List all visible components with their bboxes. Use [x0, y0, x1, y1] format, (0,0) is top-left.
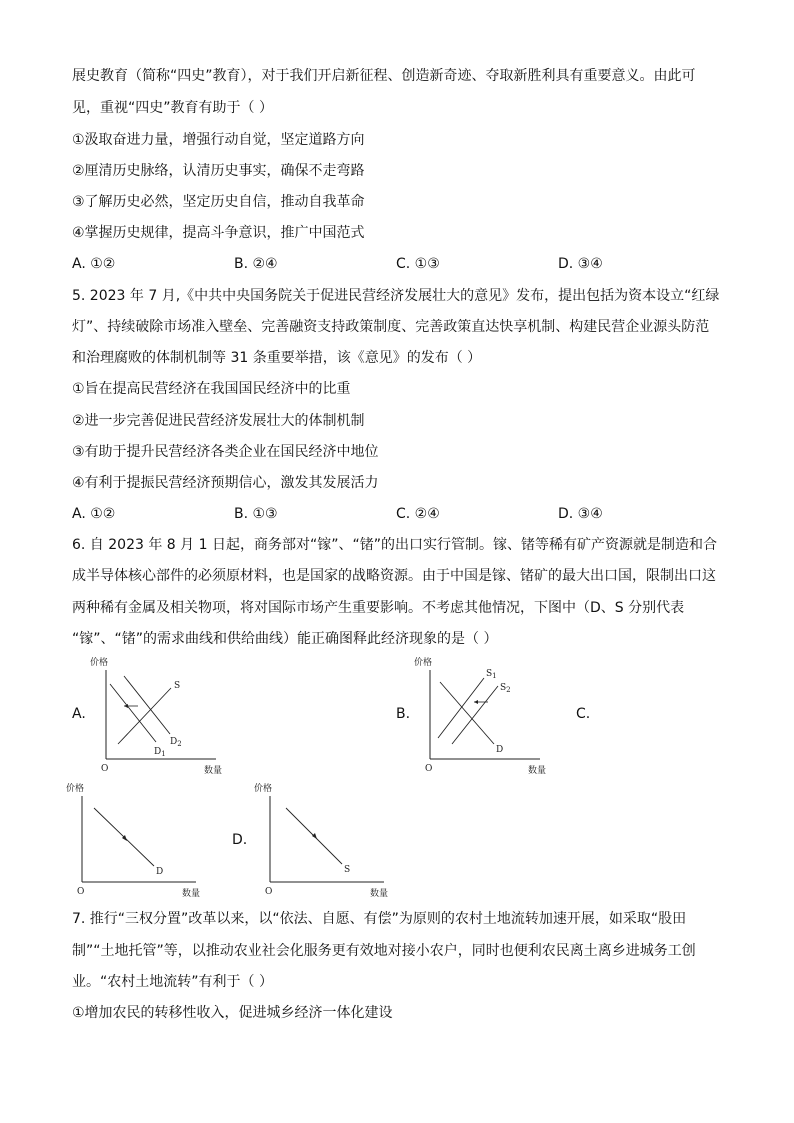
graph-b-arrow-head [474, 700, 478, 704]
q7-item-1: ①增加农民的转移性收入，促进城乡经济一体化建设 [72, 1005, 393, 1021]
graph-d-quantity-label: 数量 [370, 889, 389, 899]
q4-option-c: C. ①③ [396, 256, 440, 272]
q5-stem-line-2: 灯”、持续破除市场准入壁垒、完善融资支持政策制度、完善政策直达快享机制、构建民营企业源头防范 [72, 319, 710, 335]
q6-option-b-letter: B. [396, 706, 411, 722]
q7-stem-line-2: 制”“土地托管”等，以推动农业社会化服务更有效地对接小农户，同时也便利农民离土离乡进城务工创 [72, 943, 696, 959]
q6-stem-line-3: 两种稀有金属及相关物项，将对国际市场产生重要影响。不考虑其他情况，下图中（D、S 分别代表 [72, 600, 685, 616]
q6-stem-line-4: “镓”、“锗”的需求曲线和供给曲线）能正确图释此经济现象的是（ ） [72, 631, 498, 647]
q5-item-2: ②进一步完善促进民营经济发展壮大的体制机制 [72, 413, 365, 429]
graph-d-origin: O [265, 887, 273, 897]
q7-stem-line-1: 7. 推行“三权分置”改革以来，以“依法、自愿、有偿”为原则的农村土地流转加速开展，如采取“股田 [72, 911, 687, 927]
graph-a-d2-label: $D_2$ [170, 737, 182, 748]
q4-item-4: ④掌握历史规律，提高斗争意识，推广中国范式 [72, 225, 365, 241]
q7-stem-line-3: 业。“农村土地流转”有利于（ ） [72, 974, 273, 990]
q4-option-a: A. ①② [72, 256, 116, 272]
q4-option-d: D. ③④ [558, 256, 603, 272]
graph-b-price-label: 价格 [414, 658, 433, 668]
graph-a-d1-label: $D_1$ [154, 747, 166, 758]
q6-option-c-letter: C. [576, 706, 591, 722]
q5-option-a: A. ①② [72, 506, 116, 522]
graph-a-demand-d2 [124, 676, 170, 734]
graph-b-supply-s2 [452, 686, 498, 744]
q5-item-1: ①旨在提高民营经济在我国国民经济中的比重 [72, 381, 351, 397]
q4-stem-line-1: 展史教育（简称“四史”教育），对于我们开启新征程、创造新奇迹、夺取新胜利具有重要意义。由此可 [72, 68, 696, 84]
q5-stem-line-3: 和治理腐败的体制机制等 31 条重要举措，该《意见》的发布（ ） [72, 350, 482, 366]
q4-item-2: ②厘清历史脉络，认清历史事实，确保不走弯路 [72, 163, 365, 179]
graph-a [86, 654, 236, 779]
q5-item-3: ③有助于提升民营经济各类企业在国民经济中地位 [72, 444, 379, 460]
q5-stem-line-1: 5. 2023 年 7 月,《中共中央国务院关于促进民营经济发展壮大的意见》发布，提出包括为资本设立“红绿 [72, 288, 720, 304]
graph-d [250, 778, 400, 903]
graph-c-d-label: D [156, 867, 164, 877]
graph-b-demand-curve [440, 682, 494, 744]
q4-option-b: B. ②④ [234, 256, 278, 272]
graph-a-s-label: S [174, 681, 181, 691]
graph-a-demand-d1 [110, 684, 156, 742]
q6-stem-line-1: 6. 自 2023 年 8 月 1 日起，商务部对“镓”、“锗”的出口实行管制。镓、锗等稀有矿产资源就是制造和合 [72, 537, 717, 553]
graph-d-arrow-head [312, 833, 317, 839]
q6-option-d-letter: D. [232, 832, 248, 848]
graph-c [62, 778, 212, 903]
graph-c-quantity-label: 数量 [182, 889, 201, 899]
graph-a-price-label: 价格 [90, 658, 109, 668]
q4-stem-line-2: 见，重视“四史”教育有助于（ ） [72, 100, 273, 116]
graph-d-price-label: 价格 [254, 784, 273, 794]
graph-b-s1-label: $S_1$ [486, 669, 497, 680]
graph-c-origin: O [77, 887, 85, 897]
graph-a-quantity-label: 数量 [204, 766, 223, 776]
graph-c-price-label: 价格 [66, 784, 85, 794]
graph-b [410, 654, 560, 779]
q5-option-b: B. ①③ [234, 506, 278, 522]
q4-item-1: ①汲取奋进力量，增强行动自觉，坚定道路方向 [72, 132, 365, 148]
q6-stem-line-2: 成半导体核心部件的必须原材料，也是国家的战略资源。由于中国是镓、锗矿的最大出口国，限制出口这 [72, 568, 716, 584]
graph-a-supply-curve [118, 688, 171, 744]
q5-option-c: C. ②④ [396, 506, 440, 522]
graph-d-s-label: S [344, 865, 351, 875]
graph-b-d-label: D [496, 745, 504, 755]
graph-a-origin: O [101, 764, 109, 774]
graph-b-quantity-label: 数量 [528, 766, 547, 776]
q5-option-d: D. ③④ [558, 506, 603, 522]
q5-item-4: ④有利于提振民营经济预期信心，激发其发展活力 [72, 475, 379, 491]
q4-item-3: ③了解历史必然，坚定历史自信，推动自我革命 [72, 194, 365, 210]
graph-b-s2-label: $S_2$ [500, 683, 511, 694]
graph-b-origin: O [425, 764, 433, 774]
q6-option-a-letter: A. [72, 706, 86, 722]
